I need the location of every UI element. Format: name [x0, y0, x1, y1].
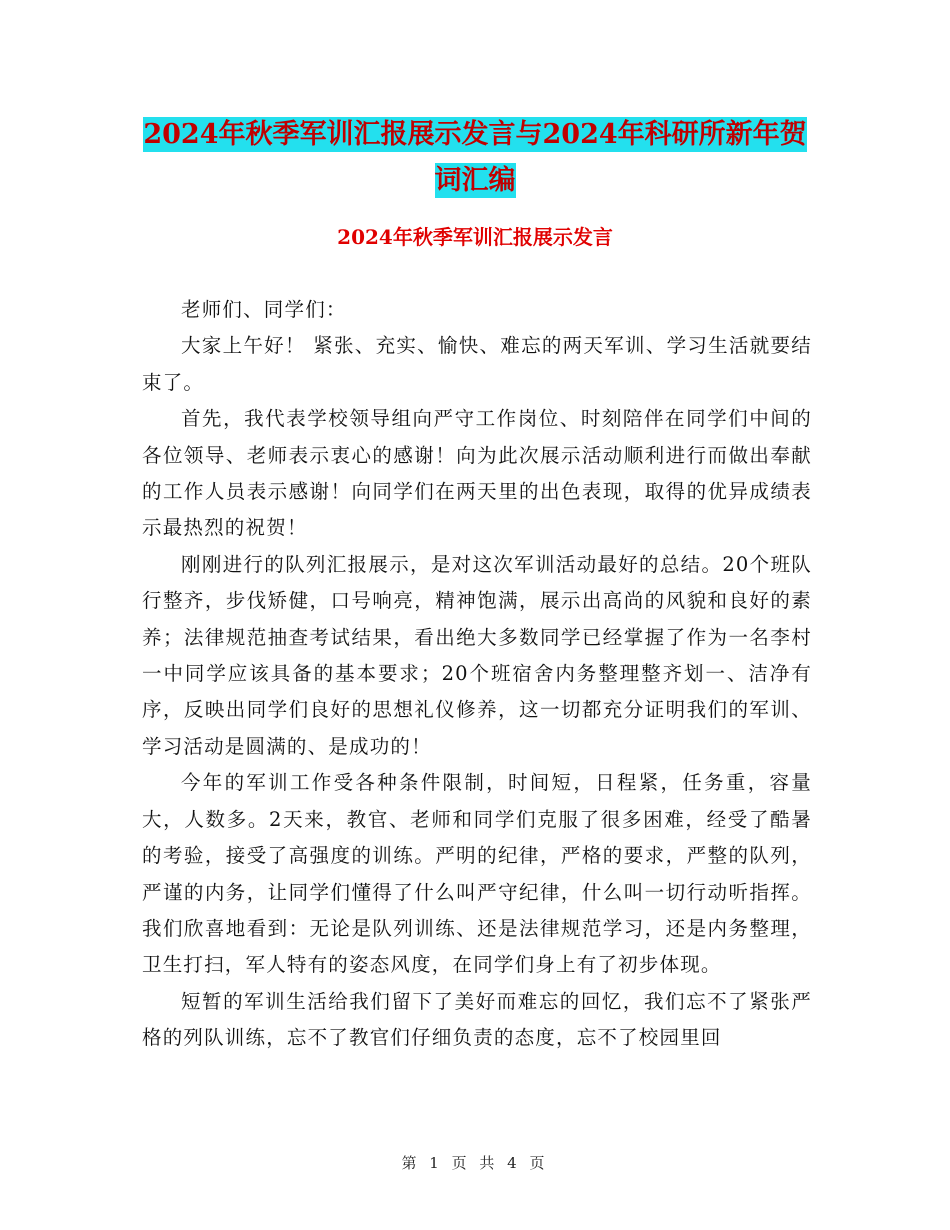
title-highlight: 2024年秋季军训汇报展示发言与2024年科研所新年贺词汇编 — [143, 119, 807, 196]
page-footer: 第 1 页 共 4 页 — [401, 1154, 549, 1172]
paragraph: 今年的军训工作受各种条件限制，时间短，日程紧，任务重，容量大，人数多。2天来，教官、老师和同学们克服了很多困难，经受了酷暑的考验，接受了高强度的训练。严明的纪律，严格的要求，严整的队列，严谨的内务，让同学们懂得了什么叫严守纪律，什么叫一切行动听指挥。我们欣喜地看到：无论是队列训练、还是法律规范学习，还是内务整理，卫生打扫，军人特有的姿态风度，在同学们身上有了初步体现。 — [142, 771, 812, 977]
paragraph: 刚刚进行的队列汇报展示，是对这次军训活动最好的总结。20个班队行整齐，步伐矫健，口号响亮，精神饱满，展示出高尚的风貌和良好的素养；法律规范抽查考试结果，看出绝大多数同学已经掌握了作为一名李村一中同学应该具备的基本要求；20个班宿舍内务整理整齐划一、洁净有序，反映出同学们良好的思想礼仪修养，这一切都充分证明我们的军训、学习活动是圆满的、是成功的！ — [142, 552, 812, 758]
section-title: 2024年秋季军训汇报展示发言 — [337, 225, 613, 249]
paragraph: 大家上午好！ 紧张、充实、愉快、难忘的两天军训、学习生活就要结束了。 — [142, 334, 812, 394]
document-title — [140, 112, 810, 204]
paragraph-salutation: 老师们、同学们： — [181, 298, 347, 321]
body-text — [142, 292, 812, 1057]
paragraph: 首先，我代表学校领导组向严守工作岗位、时刻陪伴在同学们中间的各位领导、老师表示衷心的感谢！向为此次展示活动顺利进行而做出奉献的工作人员表示感谢！向同学们在两天里的出色表现，取得的优异成绩表示最热烈的祝贺！ — [142, 407, 812, 540]
paragraph: 短暂的军训生活给我们留下了美好而难忘的回忆，我们忘不了紧张严格的列队训练，忘不了教官们仔细负责的态度，忘不了校园里回 — [142, 989, 812, 1050]
